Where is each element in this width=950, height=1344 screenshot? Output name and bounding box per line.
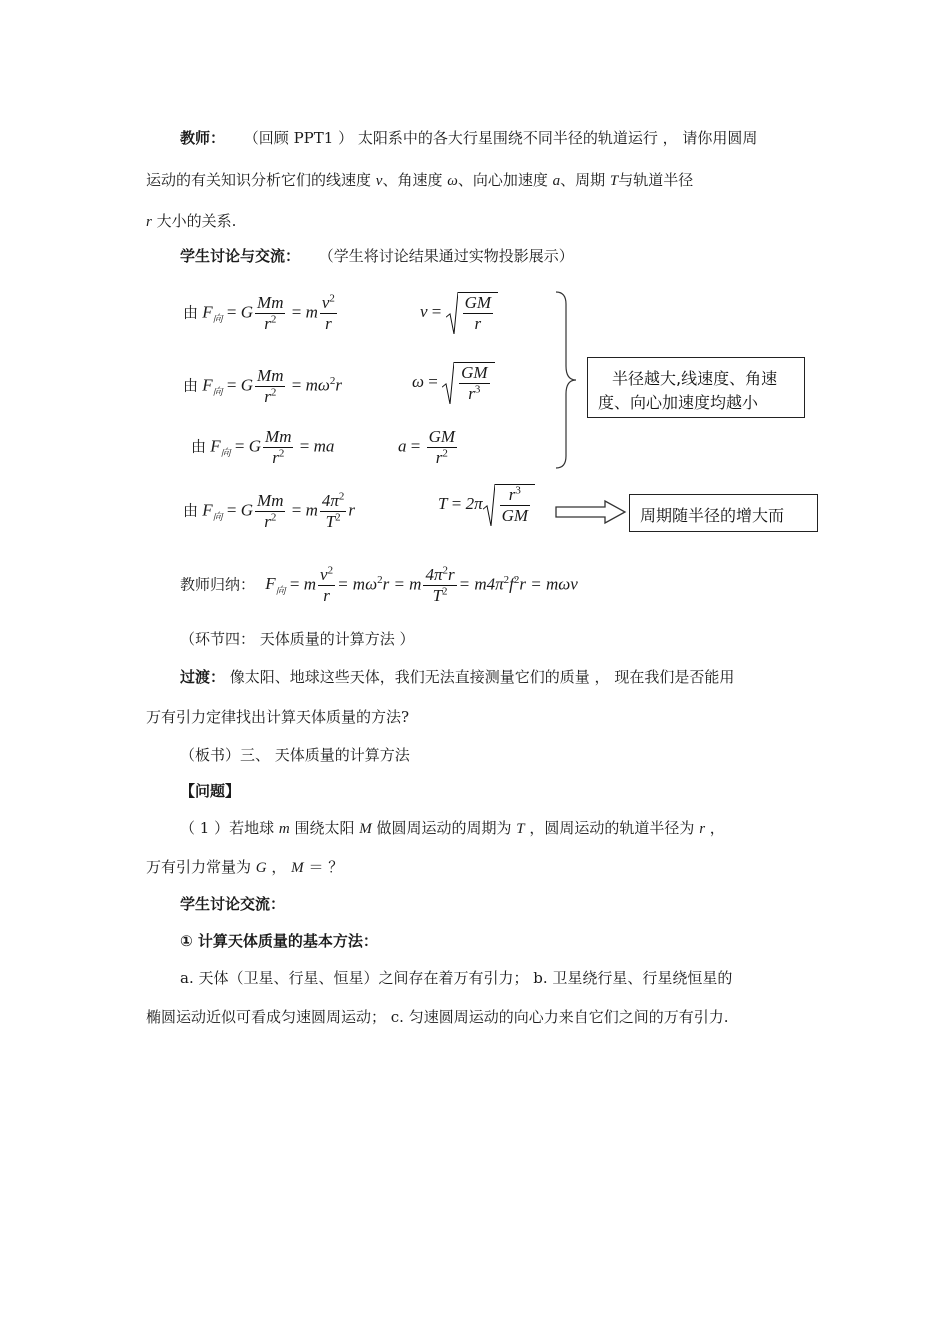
sub-xiang: 向 [212,313,223,325]
equals: = [410,436,421,456]
formula-angular-result [412,362,495,404]
transition-line2: 万有引力定律找出计算天体质量的方法? [146,708,410,726]
frac-den [320,512,347,532]
teacher-summary [180,565,578,606]
frac-num: Mm [257,491,284,510]
summary-part: r = m [382,574,422,594]
var-F: F [265,574,276,594]
frac-den [255,314,285,334]
frac-num [320,293,337,314]
text-span: ， [266,858,292,876]
text-span: 、向心加速度 [457,171,553,189]
fraction [255,491,285,532]
sup: 2 [377,573,383,586]
equals: = [428,371,438,391]
summary-part: = mω [337,574,378,594]
equals: = [451,493,462,513]
var-G: G [240,500,254,520]
formula-velocity-result [420,292,498,334]
var-v: v [321,293,330,312]
var-r: r [335,375,342,395]
text-span: ，圆周运动的轨道半径为 [524,819,700,837]
sup: 2 [270,313,277,326]
equals: = [431,301,442,321]
transition-text: 像太阳、地球这些天体，我们无法直接测量它们的质量 ， 现在我们是否能用 [225,668,735,686]
var-M: M [291,860,304,876]
summary-part: = m4π [458,574,504,594]
var-r: r [146,214,152,230]
var-m: m [305,500,318,520]
discussion-label: 学生讨论与交流： [180,247,301,265]
frac-num: Mm [265,427,292,446]
var-F: F [202,302,213,322]
formula-velocity [183,293,339,334]
equals: = [291,500,302,520]
frac-num: GM [461,363,488,382]
frac-num: Mm [257,293,284,312]
summary-label: 教师归纳： [180,575,256,594]
term-2pi: 2π [465,493,483,513]
term-4pi: 4π [321,491,339,510]
sup: 2 [329,292,335,305]
var-r: r [508,485,516,504]
conclusion-line2: 度、向心加速度均越小 [598,393,759,412]
var-v: v [420,301,428,321]
discussion-text: （学生将讨论结果通过实物投影展示） [318,247,574,265]
sup: 2 [278,447,285,460]
sub-xiang: 向 [275,585,286,597]
frac-num [320,491,347,512]
transition-label: 过渡： [180,668,226,686]
fraction [255,293,285,334]
formula-angular [183,366,342,407]
var-T: T [609,173,619,189]
fraction [320,293,337,334]
period-box-text: 周期随半径的增大而 [640,506,785,525]
sqrt [483,484,535,526]
text-span: 与轨道半径 [618,171,694,189]
conclusion-box [587,357,805,418]
frac-num [318,565,335,586]
var-a: a [398,436,407,456]
sup: 2 [442,585,448,598]
curly-brace-icon [548,290,578,470]
text-span: 由 [183,376,199,395]
text-span: 大小的关系. [151,212,237,230]
sup: 3 [474,383,481,396]
frac-den [255,512,285,532]
formula-accel-result [398,427,459,468]
frac-den [255,387,285,407]
fraction [263,427,293,468]
var-G: G [240,375,254,395]
frac-num: Mm [257,366,284,385]
sup: 2 [335,511,341,524]
fraction [463,293,493,334]
var-F: F [202,500,213,520]
var-omega: ω [412,371,425,391]
var-M: M [359,821,372,837]
summary-part: r = mωv [519,574,578,594]
fraction [255,366,285,407]
text-span: 做圆周运动的周期为 [371,819,517,837]
question-heading: 【问题】 [180,782,241,800]
teacher-line1: （回顾 PPT1 ） 太阳系中的各大行星围绕不同半径的轨道运行 ， 请你用圆周 [243,129,758,147]
var-r: r [264,314,271,333]
method-line2: 椭圆运动近似可看成匀速圆周运动； c. 匀速圆周运动的向心力来自它们之间的万有引力. [146,1008,729,1026]
var-r: r [264,512,271,531]
discussion-heading [180,245,574,266]
sub-xiang: 向 [212,386,223,398]
sup: 2 [503,573,510,586]
text-span: ＝ ？ [303,858,344,876]
sup: 2 [513,573,520,586]
term-momega: mω [305,375,330,395]
sqrt [442,362,494,404]
frac-den [263,448,293,468]
var-a: a [552,173,561,189]
var-v: v [320,565,328,584]
frac-den [459,384,489,404]
discussion-2-heading: 学生讨论交流： [180,895,286,913]
var-r: r [448,565,455,584]
frac-den [427,448,457,468]
fraction [320,491,347,532]
equals: = [234,436,245,456]
right-arrow-icon [555,499,627,525]
frac-num: GM [464,293,492,312]
frac-den: r [474,314,482,333]
text-span: 、周期 [560,171,610,189]
sub-xiang: 向 [220,447,231,459]
var-m: m [278,821,290,837]
equals: = [299,436,310,456]
paragraph-teacher-line2 [146,169,693,190]
text-span: 由 [191,437,207,456]
frac-den: GM [501,506,529,525]
fraction [500,485,530,526]
fraction [459,363,489,404]
paragraph-teacher-line3 [146,210,236,231]
frac-den: r [323,586,330,605]
var-G: G [255,860,267,876]
frac-den [423,586,456,606]
var-m: m [303,574,317,594]
var-G: G [240,302,254,322]
board-note: （板书）三、 天体质量的计算方法 [180,746,410,764]
formula-period-result [438,484,535,526]
text-span: 、角速度 [382,171,448,189]
equals: = [226,500,237,520]
text-span: 由 [183,501,199,520]
text-span: （ 1 ）若地球 [180,819,279,837]
text-span: 万有引力常量为 [146,858,256,876]
var-T: T [325,512,336,531]
equals: = [291,302,302,322]
var-T: T [432,586,443,605]
text-span: 由 [183,303,199,322]
frac-num: GM [428,427,456,446]
var-G: G [248,436,262,456]
conclusion-line1: 半径越大,线速度、角速 [612,369,778,388]
period-box [629,494,818,532]
var-m: m [305,302,318,322]
var-F: F [202,375,213,395]
sup: 2 [329,374,336,387]
transition-line1 [180,666,734,687]
var-v: v [375,173,383,189]
sup: 2 [338,490,345,503]
equals: = [289,574,300,594]
formula-accel [191,427,334,468]
var-F: F [210,436,221,456]
text-span: 运动的有关知识分析它们的线速度 [146,171,376,189]
var-omega: ω [447,173,458,189]
teacher-label: 教师： [180,129,226,147]
sup: 2 [442,447,448,460]
frac-num [500,485,530,506]
sup: 2 [270,511,277,524]
question-1-line2 [146,856,343,877]
method-heading: ① 计算天体质量的基本方法： [180,932,378,950]
var-r: r [272,448,279,467]
text-span: ， [705,819,725,837]
fraction [423,565,456,606]
equals: = [226,302,237,322]
summary-part: f [509,574,514,594]
sup: 2 [442,564,448,577]
var-r: r [264,387,271,406]
method-line1: a. 天体（卫星、行星、恒星）之间存在着万有引力； b. 卫星绕行星、行星绕恒星的 [180,969,733,987]
var-T: T [438,493,448,513]
sup: 2 [270,386,277,399]
section-four: （环节四： 天体质量的计算方法 ） [180,630,415,648]
equals: = [226,375,237,395]
var-r: r [435,448,443,467]
frac-den: r [325,314,332,333]
formula-period [183,491,355,532]
term-4pi: 4π [425,565,443,584]
sqrt [446,292,498,334]
var-T: T [516,821,525,837]
paragraph-teacher [180,127,757,148]
sup: 3 [515,484,521,497]
fraction [318,565,335,606]
sup: 2 [327,564,334,577]
term-ma: ma [313,436,335,456]
frac-num [423,565,456,586]
var-r: r [348,500,356,520]
var-r: r [468,384,475,403]
question-1-line1 [180,817,725,838]
fraction [427,427,457,468]
text-span: 围绕太阳 [289,819,360,837]
sub-xiang: 向 [212,511,223,523]
equals: = [291,375,302,395]
var-r: r [699,821,706,837]
